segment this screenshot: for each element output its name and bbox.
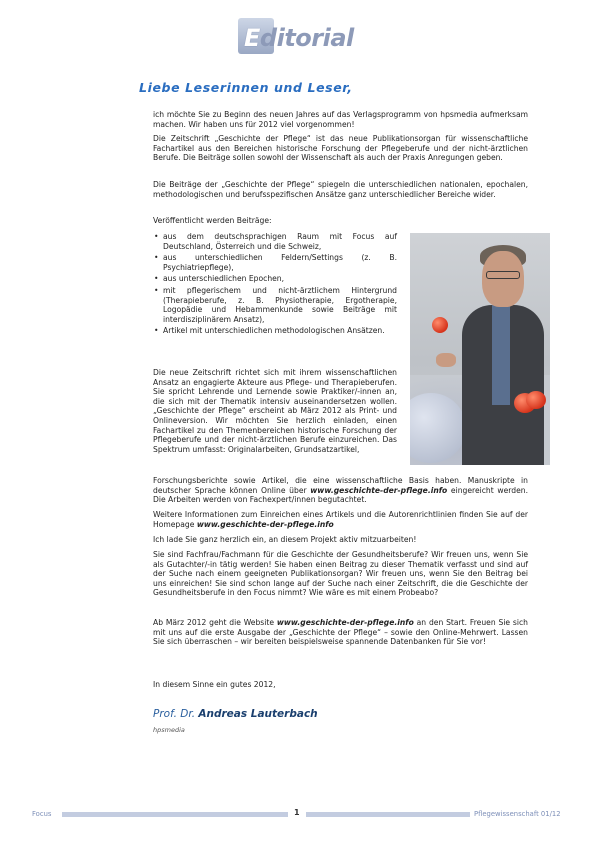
paragraph-published: Veröffentlicht werden Beiträge: bbox=[153, 216, 272, 225]
footer-rule-left bbox=[62, 812, 288, 817]
paragraph-launch bbox=[153, 618, 528, 647]
logo-first-letter: E bbox=[244, 24, 260, 52]
website-link[interactable]: www.geschichte-der-pflege.info bbox=[310, 485, 448, 495]
paragraph-experts: Sie sind Fachfrau/Fachmann für die Geschichte der Gesundheitsberufe? Wir freuen uns, wenn Sie als Gutachter/-in tätig werden! Sie haben einen Beitrag zu dieser Thematik verfasst und sind auf der Suche nach einem geeigneten Publikationsorgan? Wir freuen uns, wenn Sie den Beitrag bei uns einreichen! Sie sind schon lange auf der Suche nach einer Zeitschrift, die die Geschichte der Gesundheitsberufe in den Focus nimmt? Wie wäre es mit einem Probeabo? bbox=[153, 550, 528, 598]
signature-prefix: Prof. Dr. bbox=[153, 708, 199, 720]
paragraph-audience: Die neue Zeitschrift richtet sich mit ihrem wissenschaftlichen Ansatz an engagierte Akteure aus Pflege- und Therapieberufen. Sie spricht Lehrende und Lernende sowie Praktiker/-innen an, die sich mit der Thematik intensiv auseinandersetzen wollen. „Geschichte der Pflege“ erscheint ab März 2012 als Print- und Onlineversion. Wir möchten Sie herzlich einladen, einen Fachartikel zu den Themenbereichen historische Forschung der Pflegeberufe und der nicht-ärztlichen Berufe einzureichen. Das Spektrum umfasst: Originalarbeiten, Grundsatzartikel, bbox=[153, 368, 397, 454]
photo-hand bbox=[436, 353, 456, 367]
salutation-heading: Liebe Leserinnen und Leser, bbox=[139, 80, 353, 95]
list-item bbox=[153, 253, 397, 272]
author-photo bbox=[410, 233, 550, 465]
photo-apple bbox=[432, 317, 448, 333]
paragraph-journal: Die Zeitschrift „Geschichte der Pflege“ ist das neue Publikationsorgan für wissenschaftliche Fachartikel aus den Bereichen historische Forschung der Pflegeberufe und der nicht-ärztlichen Berufe. Die Beiträge sollen sowohl der Wissenschaft als auch der Praxis Anregungen geben. bbox=[153, 134, 528, 163]
launch-text-end: an den Start. Freuen Sie sich mit uns auf die erste Ausgabe der „Geschichte der Pflege“ – sowie den Online-Mehrwert. Lassen Sie sich überraschen – wir bereiten beispielsweise spannende Datenbanken für Sie vor! bbox=[153, 618, 528, 647]
launch-link[interactable]: www.geschichte-der-pflege.info bbox=[276, 618, 414, 627]
logo-word bbox=[244, 24, 354, 52]
list-item-text: aus unterschiedlichen Epochen, bbox=[163, 274, 285, 284]
list-item bbox=[153, 232, 397, 251]
bullet-glyph: • bbox=[154, 253, 159, 263]
editorial-logo bbox=[238, 14, 362, 60]
photo-glasses bbox=[486, 271, 520, 279]
homepage-link[interactable]: www.geschichte-der-pflege.info bbox=[196, 519, 334, 529]
closing-line: In diesem Sinne ein gutes 2012, bbox=[153, 680, 276, 689]
paragraph-more-info bbox=[153, 510, 528, 529]
list-item bbox=[153, 274, 397, 284]
bullet-glyph: • bbox=[154, 274, 159, 284]
signature-surname: Andreas Lauterbach bbox=[198, 708, 318, 720]
manuscripts-text-end: eingereicht werden. Die Arbeiten werden von Fachexpert/innen begutachtet. bbox=[153, 485, 528, 505]
list-item-text: aus dem deutschsprachigen Raum mit Focus auf Deutschland, Österreich und die Schweiz, bbox=[163, 232, 397, 251]
footer-rule-right bbox=[306, 812, 470, 817]
photo-shirt bbox=[492, 305, 510, 405]
manuscripts-text: Forschungsberichte sowie Artikel, die eine wissenschaftliche Basis haben. Manuskripte in deutscher Sprache können Online über bbox=[153, 476, 528, 495]
bullet-glyph: • bbox=[154, 326, 159, 336]
list-item bbox=[153, 326, 397, 336]
signature-organization: hpsmedia bbox=[153, 726, 185, 734]
bullet-glyph: • bbox=[154, 285, 159, 295]
signature-name bbox=[153, 708, 318, 720]
paragraph-intro: ich möchte Sie zu Beginn des neuen Jahres auf das Verlagsprogramm von hpsmedia aufmerksam machen. Wir haben uns für 2012 viel vorgenommen! bbox=[153, 110, 528, 129]
paragraph-contributions: Die Beiträge der „Geschichte der Pflege“ spiegeln die unterschiedlichen nationalen, epochalen, methodologischen und berufsspezifischen Ansätze ganz unterschiedlicher Bereiche wider. bbox=[153, 180, 528, 199]
footer-journal-issue: Pflegewissenschaft 01/12 bbox=[474, 810, 561, 818]
photo-head bbox=[482, 251, 524, 307]
list-item bbox=[153, 286, 397, 324]
logo-rest: ditorial bbox=[259, 24, 354, 52]
paragraph-manuscripts bbox=[153, 476, 528, 505]
list-item-text: mit pflegerischem und nicht-ärztlichem Hintergrund (Therapieberufe, z. B. Physiotherapie, Ergotherapie, Logopädie und Hebammenkunde sowie Beiträge mit interdisziplinärem Ansatz), bbox=[163, 285, 397, 324]
paragraph-invitation: Ich lade Sie ganz herzlich ein, an diesem Projekt aktiv mitzuarbeiten! bbox=[153, 535, 417, 544]
page-number: 1 bbox=[294, 808, 300, 817]
list-item-text: aus unterschiedlichen Feldern/Settings (z. B. Psychiatriepflege), bbox=[163, 253, 397, 272]
contribution-list bbox=[153, 232, 397, 338]
footer-section-label: Focus bbox=[32, 810, 52, 818]
bullet-glyph: • bbox=[154, 232, 159, 241]
list-item-text: Artikel mit unterschiedlichen methodologischen Ansätzen. bbox=[163, 326, 385, 336]
launch-text: Ab März 2012 geht die Website bbox=[153, 618, 277, 627]
photo-apple bbox=[526, 391, 546, 409]
more-info-text: Weitere Informationen zum Einreichen eines Artikels und die Autorenrichtlinien finden Sie auf der Homepage bbox=[153, 510, 528, 529]
